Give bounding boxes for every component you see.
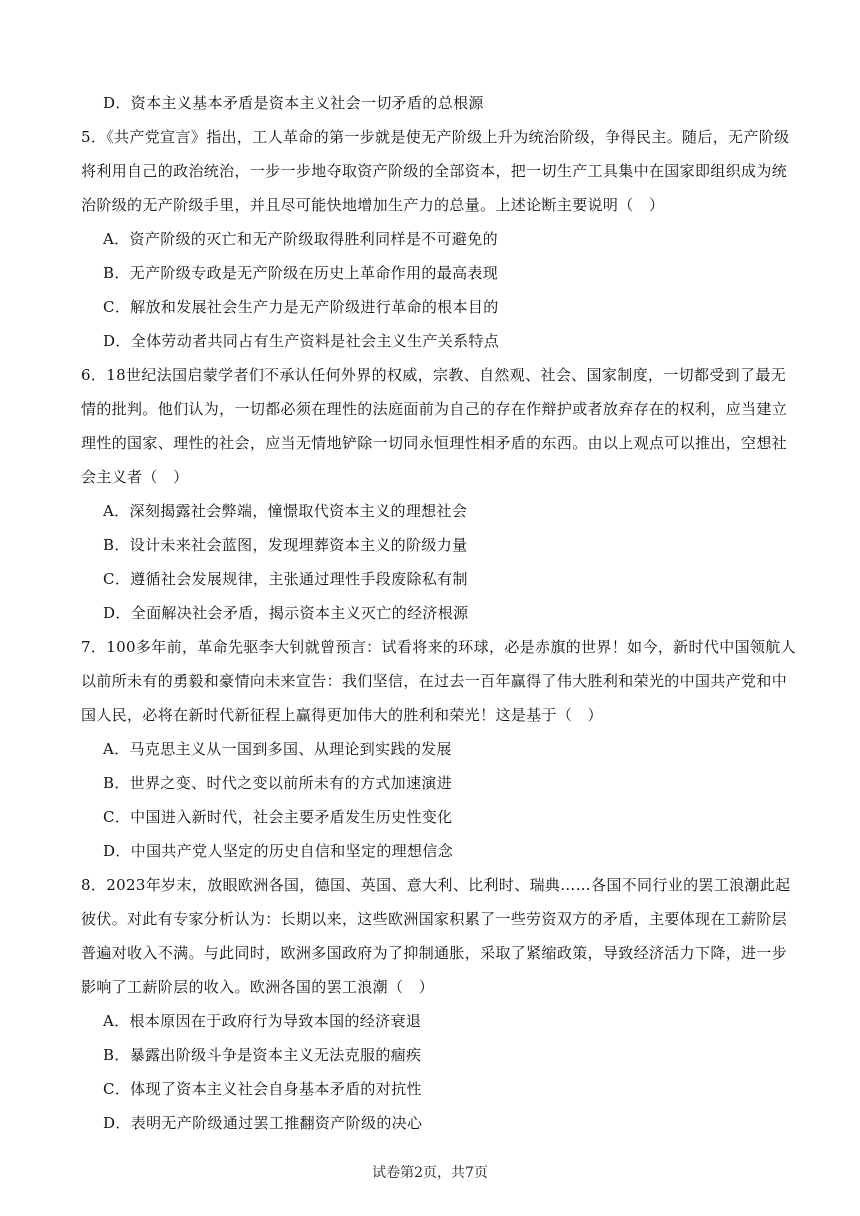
question-stem-line: 彼伏。对此有专家分析认为：长期以来，这些欧洲国家积累了一些劳资双方的矛盾，主要体现在工薪阶层 bbox=[81, 910, 788, 928]
page-content bbox=[81, 86, 796, 1140]
option-c: C．体现了资本主义社会自身基本矛盾的对抗性 bbox=[103, 1080, 422, 1098]
option-c: C．遵循社会发展规律，主张通过理性手段废除私有制 bbox=[103, 570, 468, 588]
question-stem-line: 6．18世纪法国启蒙学者们不承认任何外界的权威，宗教、自然观、社会、国家制度，一切都受到了最无 bbox=[81, 366, 787, 384]
question-stem-line: 将利用自己的政治统治，一步一步地夺取资产阶级的全部资本，把一切生产工具集中在国家即组织成为统 bbox=[81, 162, 788, 180]
question-stem-line: 5．《共产党宣言》指出，工人革命的第一步就是使无产阶级上升为统治阶级，争得民主。随后，无产阶级 bbox=[81, 128, 790, 146]
option-c: C．解放和发展社会生产力是无产阶级进行革命的根本目的 bbox=[103, 298, 499, 316]
question-stem-line: 理性的国家、理性的社会，应当无情地铲除一切同永恒理性相矛盾的东西。由以上观点可以推出，空想社 bbox=[81, 434, 788, 452]
question-stem-line: 影响了工薪阶层的收入。欧洲各国的罢工浪潮（ ） bbox=[81, 978, 435, 996]
option-a: A．深刻揭露社会弊端，憧憬取代资本主义的理想社会 bbox=[103, 502, 468, 520]
question-stem-line: 国人民，必将在新时代新征程上赢得更加伟大的胜利和荣光！这是基于（ ） bbox=[81, 706, 603, 724]
option-d: D．全体劳动者共同占有生产资料是社会主义生产关系特点 bbox=[103, 332, 500, 350]
question-stem-line: 8．2023年岁末，放眼欧洲各国，德国、英国、意大利、比利时、瑞典……各国不同行业的罢工浪潮此起 bbox=[81, 876, 791, 894]
option-b: B．世界之变、时代之变以前所未有的方式加速演进 bbox=[103, 774, 453, 792]
option-b: B．设计未来社会蓝图，发现埋葬资本主义的阶级力量 bbox=[103, 536, 468, 554]
question-stem-line: 普遍对收入不满。与此同时，欧洲多国政府为了抑制通胀，采取了紧缩政策，导致经济活力下降，进一步 bbox=[81, 944, 788, 962]
option-b: B．无产阶级专政是无产阶级在历史上革命作用的最高表现 bbox=[103, 264, 499, 282]
question-stem-line: 治阶级的无产阶级手里，并且尽可能快地增加生产力的总量。上述论断主要说明（ ） bbox=[81, 196, 665, 214]
option-d: D．表明无产阶级通过罢工推翻资产阶级的决心 bbox=[103, 1114, 423, 1132]
question-stem-line: 情的批判。他们认为，一切都必须在理性的法庭面前为自己的存在作辩护或者放弃存在的权利，应当建立 bbox=[81, 400, 788, 418]
question-5 bbox=[81, 120, 790, 358]
option-b: B．暴露出阶级斗争是资本主义无法克服的痼疾 bbox=[103, 1046, 422, 1064]
option-c: C．中国进入新时代，社会主要矛盾发生历史性变化 bbox=[103, 808, 453, 826]
question-7 bbox=[81, 630, 796, 868]
page-footer: 试卷第2页，共7页 bbox=[372, 1165, 488, 1181]
question-6 bbox=[81, 358, 788, 630]
question-stem-line: 以前所未有的勇毅和豪情向未来宣告：我们坚信，在过去一百年赢得了伟大胜利和荣光的中国共产党和中 bbox=[81, 672, 788, 690]
option-a: A．资产阶级的灭亡和无产阶级取得胜利同样是不可避免的 bbox=[103, 230, 498, 248]
question-stem-line: 会主义者（ ） bbox=[81, 468, 189, 486]
option-a: A．根本原因在于政府行为导致本国的经济衰退 bbox=[103, 1012, 422, 1030]
option-a: A．马克思主义从一国到多国、从理论到实践的发展 bbox=[103, 740, 452, 758]
q4-option-d: D．资本主义基本矛盾是资本主义社会一切矛盾的总根源 bbox=[103, 94, 484, 112]
question-8 bbox=[81, 868, 791, 1140]
option-d: D．中国共产党人坚定的历史自信和坚定的理想信念 bbox=[103, 842, 454, 860]
option-d: D．全面解决社会矛盾，揭示资本主义灭亡的经济根源 bbox=[103, 604, 469, 622]
question-stem-line: 7．100多年前，革命先驱李大钊就曾预言：试看将来的环球，必是赤旗的世界！如今，新时代中国领航人 bbox=[81, 638, 796, 656]
